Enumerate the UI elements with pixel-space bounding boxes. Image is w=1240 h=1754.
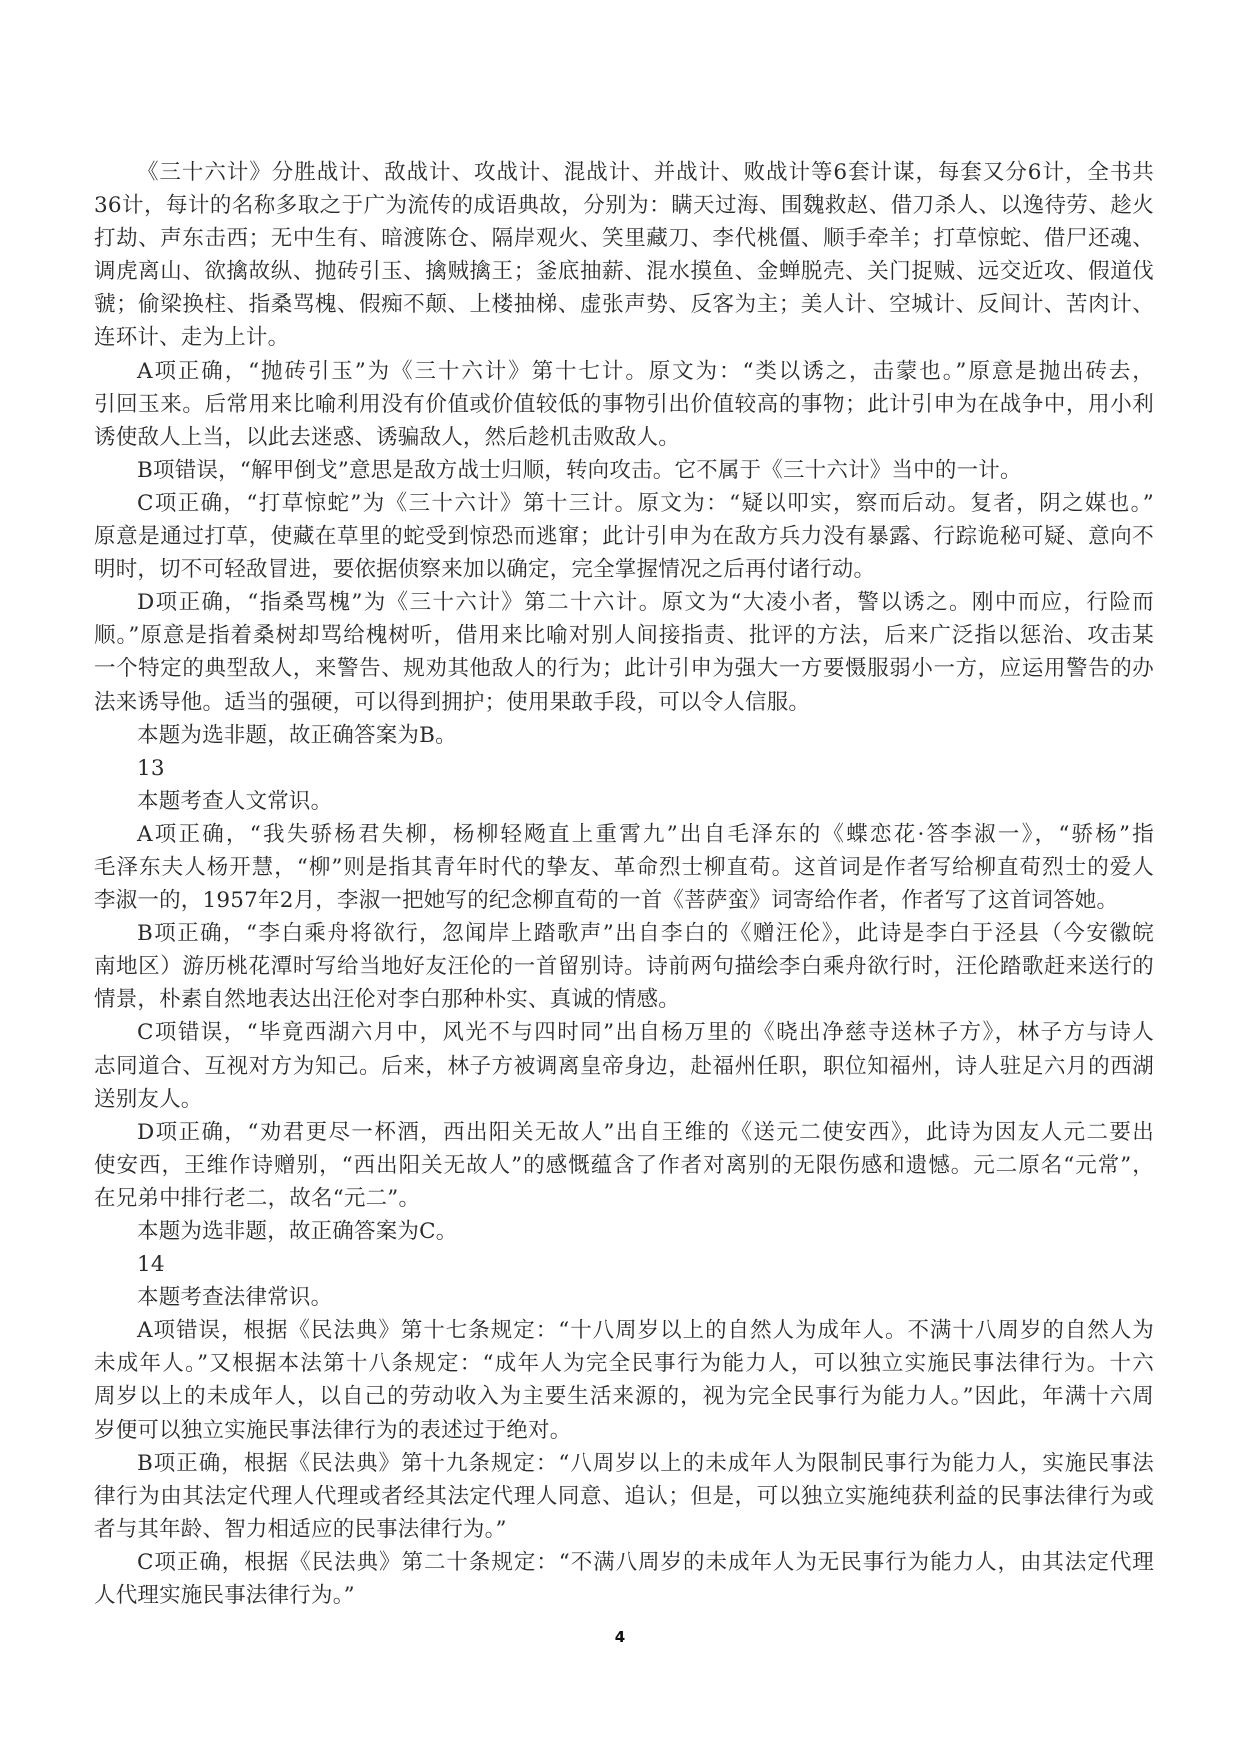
paragraph: [94, 586, 1154, 718]
paragraph: [94, 719, 1154, 752]
paragraph: [94, 355, 1154, 454]
text-line: 引回玉来。后常用来比喻利用没有价值或价值较低的事物引出价值较高的事物；此计引申为在战争中，用小利: [94, 391, 1154, 417]
text-line: 13: [137, 755, 165, 781]
document-body: [94, 156, 1154, 1612]
text-line: 《三十六计》分胜战计、敌战计、攻战计、混战计、并战计、败战计等6套计谋，每套又分6计，全书共: [137, 160, 1154, 185]
text-line: 志同道合、互视对方为知己。后来，林子方被调离皇帝身边，赴福州任职，职位知福州，诗人驻足六月的西湖: [94, 1053, 1154, 1079]
text-line: 14: [137, 1252, 165, 1278]
text-line: 本题考查人文常识。: [137, 788, 333, 814]
paragraph: [94, 156, 1154, 355]
paragraph: [94, 1281, 1154, 1314]
paragraph: [94, 1016, 1154, 1115]
text-line: 者与其年龄、智力相适应的民事法律行为。”: [94, 1516, 507, 1542]
text-line: 法来诱导他。适当的强硬，可以得到拥护；使用果敢手段，可以令人信服。: [94, 689, 811, 715]
text-line: 一个特定的典型敌人，来警告、规劝其他敌人的行为；此计引申为强大一方要慑服弱小一方，应运用警告的办: [94, 656, 1154, 682]
paragraph: [94, 1314, 1154, 1446]
text-line: A项正确，“抛砖引玉”为《三十六计》第十七计。原文为：“类以诱之，击蒙也。”原意是抛出砖去，: [137, 358, 1154, 384]
text-line: 送别友人。: [94, 1086, 203, 1112]
text-line: 周岁以上的未成年人，以自己的劳动收入为主要生活来源的，视为完全民事行为能力人。”因此，年满十六周: [94, 1384, 1154, 1410]
text-line: 明时，切不可轻敌冒进，要依据侦察来加以确定，完全掌握情况之后再付诸行动。: [94, 557, 876, 583]
text-line: 未成年人。”又根据本法第十八条规定：“成年人为完全民事行为能力人，可以独立实施民事法律行为。十六: [94, 1351, 1154, 1377]
text-line: B项正确，“李白乘舟将欲行，忽闻岸上踏歌声”出自李白的《赠汪伦》，此诗是李白于泾县（今安徽皖: [137, 921, 1154, 947]
text-line: C项正确，“打草惊蛇”为《三十六计》第十三计。原文为：“疑以叩实，察而后动。复者，阴之媒也。”: [137, 490, 1154, 516]
text-line: B项错误，“解甲倒戈”意思是敌方战士归顺，转向攻击。它不属于《三十六计》当中的一计。: [137, 457, 1022, 483]
paragraph: [94, 752, 1154, 785]
text-line: 毛泽东夫人杨开慧，“柳”则是指其青年时代的挚友、革命烈士柳直荀。这首词是作者写给柳直荀烈士的爱人: [94, 854, 1154, 880]
paragraph: [94, 1546, 1154, 1612]
text-line: 诱使敌人上当，以此去迷惑、诱骗敌人，然后趁机击败敌人。: [94, 424, 680, 450]
text-line: 情景，朴素自然地表达出汪伦对李白那种朴实、真诚的情感。: [94, 987, 680, 1013]
text-line: 使安西，王维作诗赠别，“西出阳关无故人”的感慨蕴含了作者对离别的无限伤感和遗憾。元二原名“元常”，: [94, 1152, 1154, 1178]
text-line: 36计，每计的名称多取之于广为流传的成语典故，分别为：瞒天过海、围魏救赵、借刀杀人、以逸待劳、趁火: [94, 193, 1154, 219]
text-line: 打劫、声东击西；无中生有、暗渡陈仓、隔岸观火、笑里藏刀、李代桃僵、顺手牵羊；打草惊蛇、借尸还魂、: [94, 226, 1154, 252]
paragraph: [94, 1248, 1154, 1281]
text-line: B项正确，根据《民法典》第十九条规定：“八周岁以上的未成年人为限制民事行为能力人，实施民事法: [137, 1450, 1154, 1476]
text-line: 岁便可以独立实施民事法律行为的表述过于绝对。: [94, 1417, 572, 1443]
text-line: 本题考查法律常识。: [137, 1285, 333, 1311]
text-line: 本题为选非题，故正确答案为B。: [137, 722, 457, 748]
text-line: 人代理实施民事法律行为。”: [94, 1583, 355, 1609]
paragraph: [94, 818, 1154, 917]
text-line: 顺。”原意是指着桑树却骂给槐树听，借用来比喻对别人间接指责、批评的方法，后来广泛指以惩治、攻击某: [94, 623, 1154, 649]
text-line: C项正确，根据《民法典》第二十条规定：“不满八周岁的未成年人为无民事行为能力人，由其法定代理: [137, 1549, 1154, 1575]
text-line: 南地区）游历桃花潭时写给当地好友汪伦的一首留别诗。诗前两句描绘李白乘舟欲行时，汪伦踏歌赶来送行的: [94, 954, 1154, 980]
text-line: 本题为选非题，故正确答案为C。: [137, 1219, 458, 1244]
paragraph: [94, 917, 1154, 1016]
text-line: 连环计、走为上计。: [94, 325, 290, 351]
text-line: 虢；偷梁换柱、指桑骂槐、假痴不颠、上楼抽梯、虚张声势、反客为主；美人计、空城计、反间计、苦肉计、: [94, 292, 1154, 318]
paragraph: [94, 487, 1154, 586]
text-line: C项错误，“毕竟西湖六月中，风光不与四时同”出自杨万里的《晓出净慈寺送林子方》，林子方与诗人: [137, 1020, 1154, 1046]
paragraph: [94, 1215, 1154, 1248]
text-line: D项正确，“指桑骂槐”为《三十六计》第二十六计。原文为“大凌小者，警以诱之。刚中而应，行险而: [137, 590, 1154, 616]
paragraph: [94, 454, 1154, 487]
page-number: 4: [614, 1628, 626, 1646]
text-line: 在兄弟中排行老二，故名“元二”。: [94, 1185, 421, 1211]
paragraph: [94, 785, 1154, 818]
text-line: D项正确，“劝君更尽一杯酒，西出阳关无故人”出自王维的《送元二使安西》，此诗为因友人元二要出: [137, 1119, 1154, 1145]
text-line: 李淑一的，1957年2月，李淑一把她写的纪念柳直荀的一首《菩萨蛮》词寄给作者，作者写了这首词答她。: [94, 888, 1119, 914]
paragraph: [94, 1116, 1154, 1215]
text-line: 调虎离山、欲擒故纵、抛砖引玉、擒贼擒王；釜底抽薪、混水摸鱼、金蝉脱壳、关门捉贼、远交近攻、假道伐: [94, 259, 1154, 285]
text-line: 律行为由其法定代理人代理或者经其法定代理人同意、追认；但是，可以独立实施纯获利益的民事法律行为或: [94, 1483, 1154, 1509]
text-line: A项错误，根据《民法典》第十七条规定：“十八周岁以上的自然人为成年人。不满十八周岁的自然人为: [137, 1318, 1154, 1344]
text-line: A项正确，“我失骄杨君失柳，杨柳轻飏直上重霄九”出自毛泽东的《蝶恋花·答李淑一》，“骄杨”指: [137, 821, 1154, 847]
text-line: 原意是通过打草，使藏在草里的蛇受到惊恐而逃窜；此计引申为在敌方兵力没有暴露、行踪诡秘可疑、意向不: [94, 524, 1154, 550]
paragraph: [94, 1447, 1154, 1546]
